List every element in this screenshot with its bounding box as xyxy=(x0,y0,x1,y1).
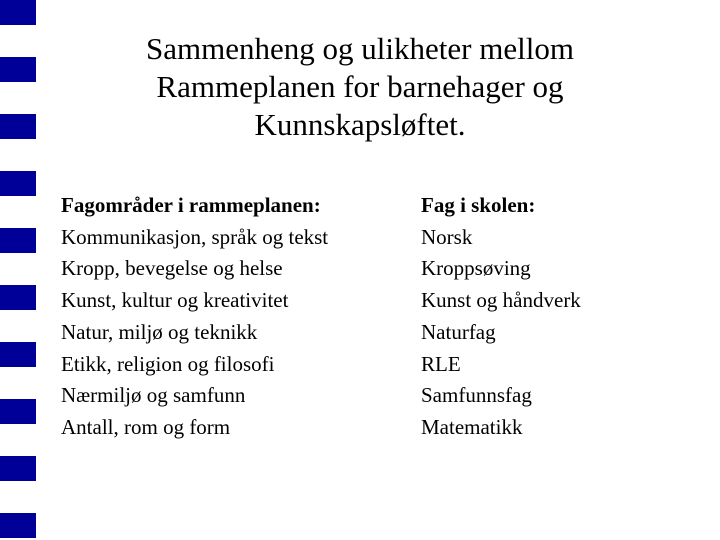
stripe-block xyxy=(0,228,36,253)
list-item: RLE xyxy=(421,351,461,376)
title-line: Sammenheng og ulikheter mellom xyxy=(146,31,574,66)
list-item: Naturfag xyxy=(421,319,496,344)
list-item: Kroppsøving xyxy=(421,256,531,281)
list-item: Nærmiljø og samfunn xyxy=(61,383,246,408)
right-column-heading: Fag i skolen: xyxy=(421,193,536,217)
right-column xyxy=(421,190,701,444)
title-line: Rammeplanen for barnehager og xyxy=(156,69,564,104)
stripe-block xyxy=(0,513,36,538)
slide-title xyxy=(60,30,660,144)
left-column xyxy=(61,190,401,444)
list-item: Kropp, bevegelse og helse xyxy=(61,256,283,281)
stripe-block xyxy=(0,57,36,82)
stripe-block xyxy=(0,0,36,25)
left-column-heading: Fagområder i rammeplanen: xyxy=(61,193,321,217)
stripe-block xyxy=(0,114,36,139)
list-item: Kunst, kultur og kreativitet xyxy=(61,288,289,313)
list-item: Natur, miljø og teknikk xyxy=(61,319,258,344)
stripe-block xyxy=(0,456,36,481)
list-item: Etikk, religion og filosofi xyxy=(61,351,275,376)
list-item: Antall, rom og form xyxy=(61,414,231,439)
stripe-block xyxy=(0,171,36,196)
stripe-block xyxy=(0,399,36,424)
list-item: Kunst og håndverk xyxy=(421,288,581,313)
stripe-block xyxy=(0,285,36,310)
list-item: Norsk xyxy=(421,224,473,249)
decorative-stripe xyxy=(0,0,36,540)
list-item: Matematikk xyxy=(421,414,523,439)
list-item: Kommunikasjon, språk og tekst xyxy=(61,224,329,249)
stripe-block xyxy=(0,342,36,367)
title-line: Kunnskapsløftet. xyxy=(254,107,466,142)
list-item: Samfunnsfag xyxy=(421,383,532,408)
